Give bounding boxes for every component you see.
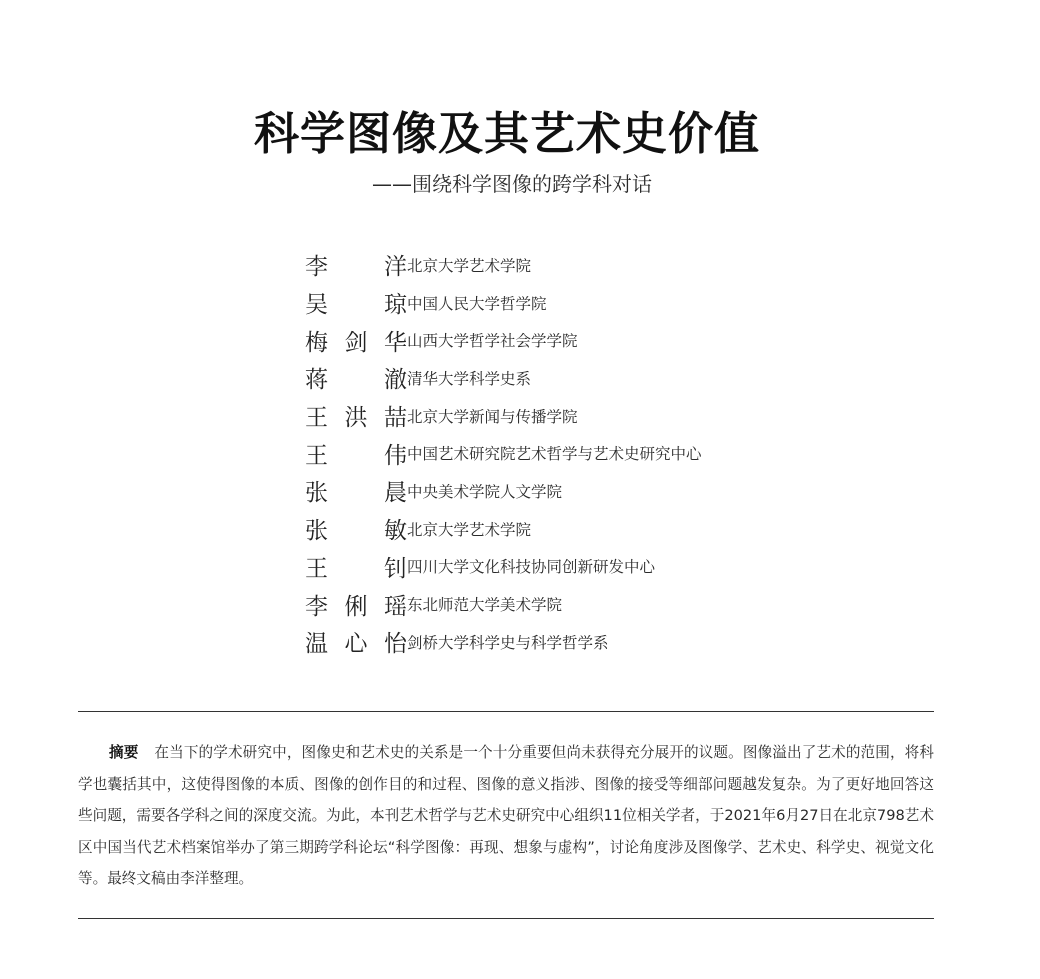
author-affiliation: 剑桥大学科学史与科学哲学系 [407, 633, 609, 652]
abstract-label: 摘要 [109, 744, 139, 761]
abstract-text: 在当下的学术研究中，图像史和艺术史的关系是一个十分重要但尚未获得充分展开的议题。图像溢出了艺术的范围，将科学也囊括其中，这使得图像的本质、图像的创作目的和过程、图像的意义指涉、图像的接受等细部问题越发复杂。为了更好地回答这些问题，需要各学科之间的深度交流。为此，本刊艺术哲学与艺术史研究中心组织11位相关学者，于2021年6月27日在北京798艺术区中国当代艺术档案馆举办了第三期跨学科论坛“科学图像：再现、想象与虚构”，讨论角度涉及图像学、艺术史、科学史、视觉文化等。最终文稿由李洋整理。 [78, 744, 934, 887]
author-row [305, 397, 702, 435]
author-name: 李俐瑶 [305, 593, 407, 620]
author-row [305, 359, 702, 397]
abstract [78, 737, 934, 895]
author-row [305, 585, 702, 623]
author-name: 温心怡 [305, 631, 407, 658]
author-list [305, 246, 702, 661]
author-name: 李 洋 [305, 254, 407, 281]
author-name: 蒋 澈 [305, 367, 407, 394]
author-row [305, 246, 702, 284]
author-affiliation: 北京大学艺术学院 [407, 520, 532, 539]
author-name: 张 敏 [305, 518, 407, 545]
author-row [305, 510, 702, 548]
author-row [305, 321, 702, 359]
article-title: 科学图像及其艺术史价值 [253, 107, 760, 160]
author-affiliation: 山西大学哲学社会学学院 [407, 332, 578, 351]
article-subtitle: ——围绕科学图像的跨学科对话 [372, 172, 652, 196]
author-affiliation: 清华大学科学史系 [407, 369, 532, 388]
author-name: 王 钊 [305, 555, 407, 582]
author-row [305, 434, 702, 472]
author-name: 王洪喆 [305, 405, 407, 432]
author-name: 梅剑华 [305, 329, 407, 356]
author-affiliation: 北京大学艺术学院 [407, 256, 532, 275]
author-row [305, 284, 702, 322]
author-affiliation: 中国艺术研究院艺术哲学与艺术史研究中心 [407, 445, 702, 464]
abstract-bottom-rule [78, 918, 934, 919]
author-row [305, 472, 702, 510]
author-row [305, 623, 702, 661]
author-name: 王 伟 [305, 442, 407, 469]
author-name: 张 晨 [305, 480, 407, 507]
author-affiliation: 中央美术学院人文学院 [407, 482, 563, 501]
author-affiliation: 北京大学新闻与传播学院 [407, 407, 578, 426]
abstract-top-rule [78, 711, 934, 712]
author-name: 吴 琼 [305, 292, 407, 319]
author-affiliation: 东北师范大学美术学院 [407, 596, 563, 615]
author-affiliation: 中国人民大学哲学院 [407, 294, 547, 313]
author-row [305, 548, 702, 586]
author-affiliation: 四川大学文化科技协同创新研发中心 [407, 558, 656, 577]
